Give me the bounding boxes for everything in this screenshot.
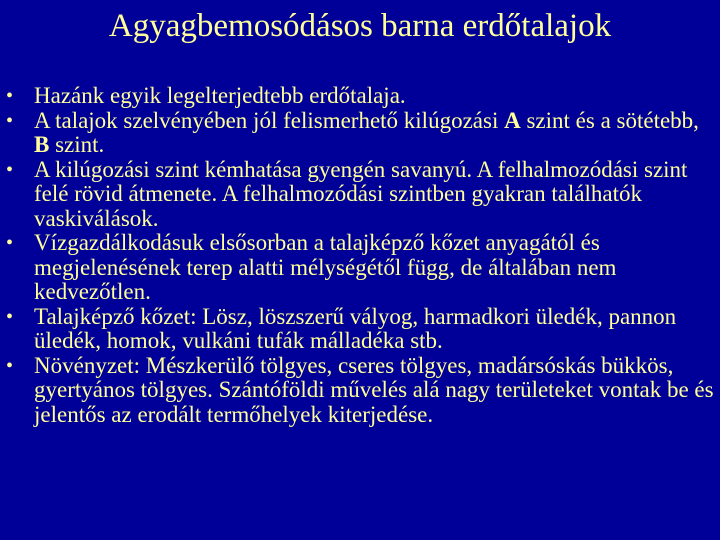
bullet-dot-icon: • — [6, 85, 14, 107]
bullet-text: A talajok szelvényében jól felismerhető kilúgozási — [34, 107, 505, 133]
bullet-dot-icon: • — [6, 354, 14, 377]
bullet-text: Talajképző kőzet: Lösz, löszszerű vályog, harmadkori üledék, pannon üledék, homok, vulkáni tufák málladéka stb. — [34, 303, 677, 353]
bullet-dot-icon: • — [6, 158, 14, 181]
bullet-item — [0, 158, 715, 232]
bullet-item — [0, 231, 715, 305]
bullet-list — [0, 84, 715, 427]
bullet-text: Hazánk egyik legelterjedtebb erdőtalaja. — [34, 83, 406, 108]
bullet-item — [0, 109, 715, 158]
bullet-text: szint és a sötétebb, — [520, 107, 699, 133]
horizon-a-label: A — [504, 107, 521, 133]
bullet-text: szint. — [49, 132, 105, 157]
bullet-dot-icon: • — [6, 305, 14, 328]
slide-title: Agyagbemosódásos barna erdőtalajok — [108, 8, 612, 44]
bullet-item — [0, 305, 715, 354]
bullet-text: A kilúgozási szint kémhatása gyengén savanyú. A felhalmozódási szint felé rövid átmenete. A felhalmozódási szintben gyakran találhatók vaskiválások. — [34, 156, 688, 231]
bullet-dot-icon: • — [6, 109, 14, 132]
bullet-text: Növényzet: Mészkerülő tölgyes, cseres tölgyes, madársóskás bükkös, gyertyános tölgyes. Szántóföldi művelés alá nagy területeket vontak be és jelentős az erodált termőhelyek kiterjedése. — [34, 352, 714, 427]
bullet-dot-icon: • — [6, 232, 14, 254]
bullet-text: Vízgazdálkodásuk elsősorban a talajképző kőzet anyagától és megjelenésének terep alatti mélységétől függ, de általában nem kedvezőtlen. — [34, 230, 617, 304]
bullet-item — [0, 354, 715, 428]
horizon-b-label: B — [34, 132, 50, 157]
bullet-item — [0, 84, 715, 109]
